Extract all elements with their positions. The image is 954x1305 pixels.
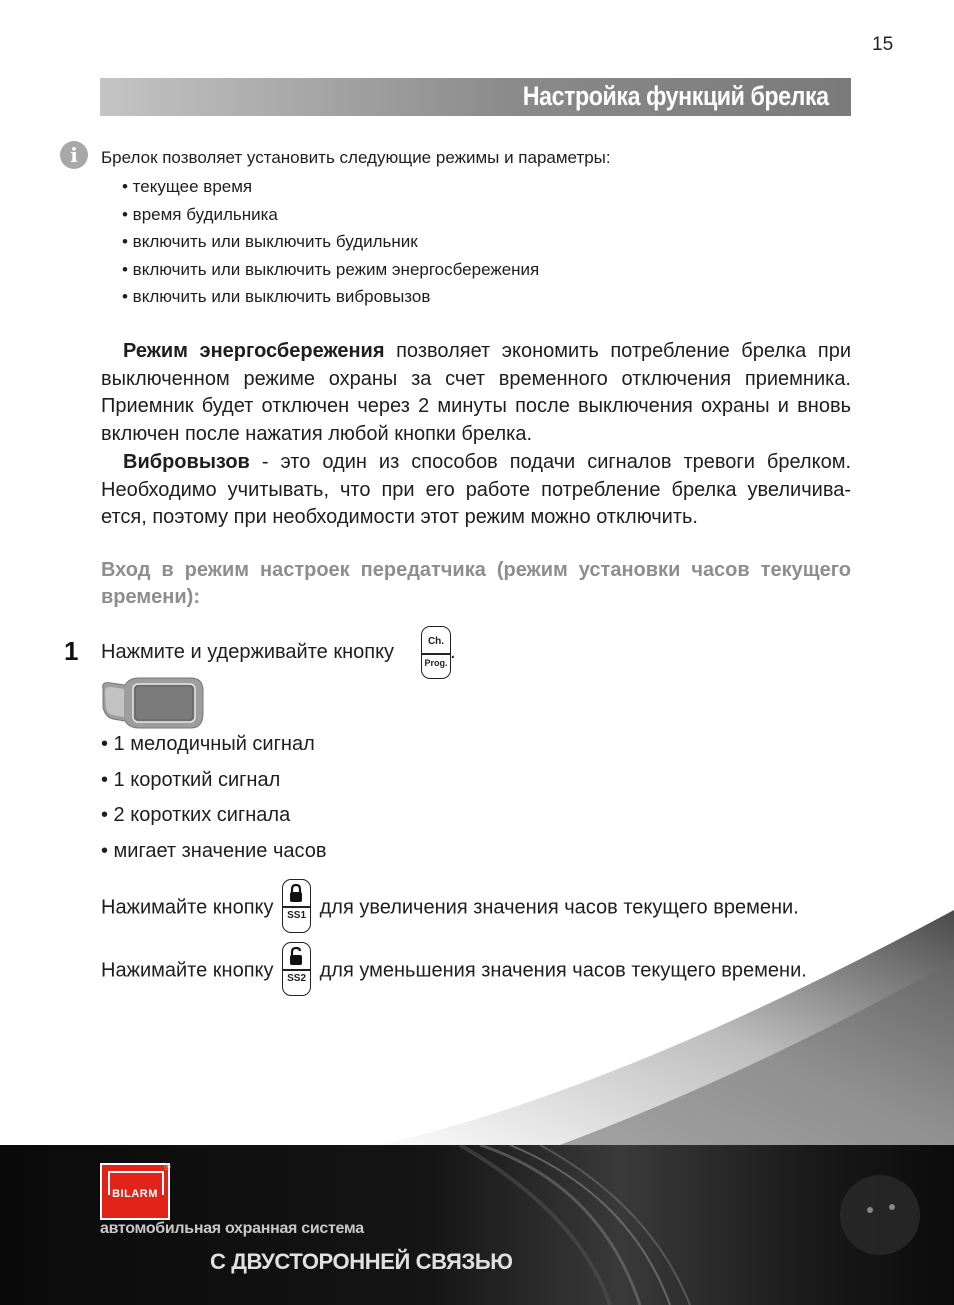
section-title: Настройка функций брелка: [523, 81, 829, 111]
list-item: • мигает значение часов: [101, 839, 327, 862]
key-top-label: Ch.: [427, 636, 445, 647]
keyfob-image: [99, 677, 205, 729]
intro-list: [122, 175, 539, 313]
key-label: SS2: [287, 973, 307, 984]
instruction-suffix: для увеличения значения часов текущего времени.: [319, 896, 799, 919]
key-bottom-label: Prog.: [424, 658, 448, 668]
vibration-term: Вибровызов: [123, 451, 250, 473]
list-item: • включить или выключить будильник: [122, 232, 418, 252]
info-icon: i: [60, 141, 88, 169]
instruction-prefix: Нажимайте кнопку: [101, 959, 274, 982]
footer-artwork: [440, 1145, 954, 1305]
instruction-suffix: для уменьшения значения часов текущего времени.: [319, 959, 807, 982]
step-number: 1: [64, 636, 79, 666]
key-label: SS1: [287, 910, 307, 921]
power-saving-text: позволяет экономить потребление брелка при выключенном режиме охраны за счет временного отключения приемника. Приемник будет отключен через 2 минуты после выключения охраны и вновь включен после нажатия любой кнопки брелка.: [101, 340, 851, 445]
power-saving-term: Режим энергосбережения: [123, 340, 385, 362]
vibration-paragraph: [101, 449, 851, 532]
list-item: • 1 мелодичный сигнал: [101, 733, 315, 755]
footer-tagline-bold: С ДВУСТОРОННЕЙ СВЯЗЬЮ: [210, 1249, 513, 1274]
ch-prog-button-icon: [421, 626, 451, 679]
list-item: • 1 короткий сигнал: [101, 768, 281, 791]
step-instruction: Нажмите и удерживайте кнопку: [101, 641, 395, 663]
footer-tagline: автомобильная охранная система: [100, 1220, 364, 1237]
logo-text: BILARM: [112, 1188, 158, 1200]
list-item: • 2 коротких сигнала: [101, 804, 291, 826]
list-item: • текущее время: [122, 177, 253, 196]
registered-mark: ®: [164, 1162, 171, 1172]
settings-entry-heading: Вход в режим настроек передатчика (режим установки часов текущего времени):: [101, 559, 851, 608]
instruction-prefix: Нажимайте кнопку: [101, 896, 274, 919]
section-title-bar: [100, 78, 851, 116]
list-item: • включить или выключить вибровызов: [122, 287, 431, 307]
list-item: • время будильника: [122, 204, 278, 224]
vibration-text: - это один из способов подачи сигналов тревоги брелком. Необходимо учитывать, что при его работе потребление брелка увеличива-ется, поэтому при необходимости этот режим можно отключить.: [101, 451, 851, 528]
step-period: .: [450, 641, 456, 663]
key-divider: [422, 653, 450, 655]
decorative-swoosh: [0, 900, 954, 1160]
page-number: 15: [872, 34, 894, 55]
list-item: • включить или выключить режим энергосбережения: [122, 259, 540, 279]
bilarm-logo: [100, 1163, 170, 1220]
signal-list: [101, 731, 327, 873]
intro-text: Брелок позволяет установить следующие режимы и параметры:: [101, 148, 611, 167]
power-saving-paragraph: [101, 338, 851, 448]
